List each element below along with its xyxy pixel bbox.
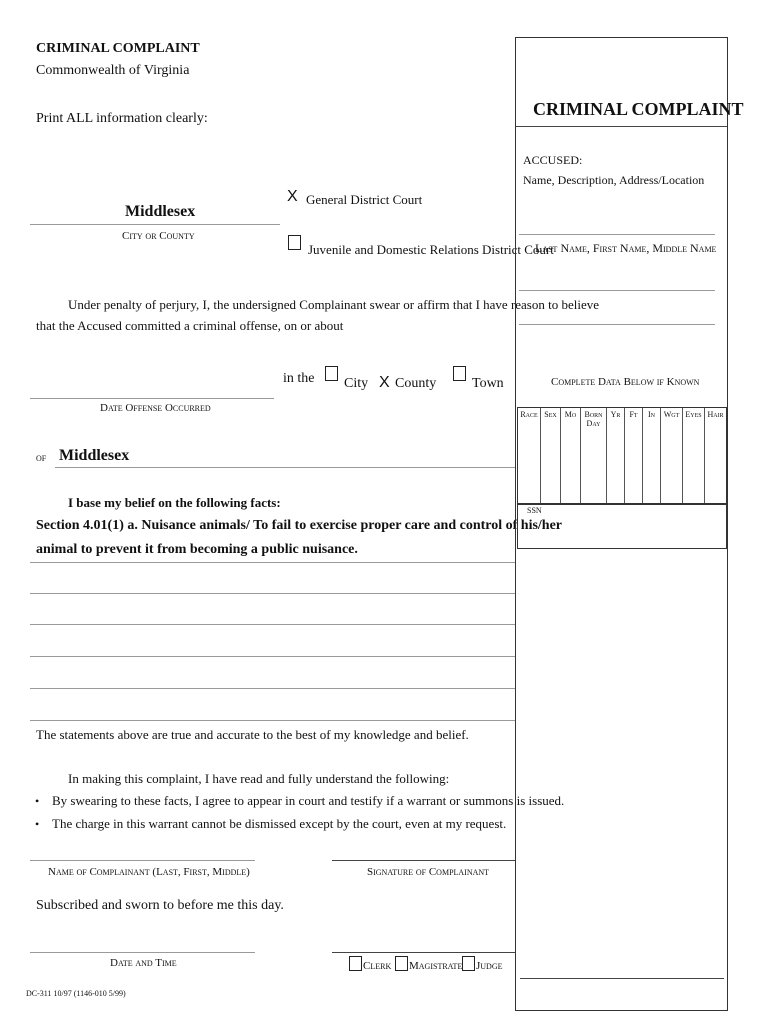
county-mark: X xyxy=(379,374,390,391)
judge-checkbox[interactable] xyxy=(462,956,475,971)
col-race-label: Race xyxy=(520,410,538,419)
officer-signature-line xyxy=(332,952,515,953)
facts-line-2[interactable]: animal to prevent it from becoming a public nuisance. xyxy=(36,542,358,557)
col-eyes[interactable] xyxy=(682,408,704,504)
col-mo[interactable] xyxy=(560,408,580,504)
ssn-label: SSN xyxy=(527,506,542,515)
col-mo-label: Mo xyxy=(564,410,577,419)
city-or-county-line xyxy=(30,224,280,225)
general-district-label: General District Court xyxy=(306,192,423,207)
accused-data-grid xyxy=(517,407,727,505)
city-label: City xyxy=(344,376,369,391)
facts-line-a xyxy=(30,562,515,563)
print-note: Print ALL information clearly: xyxy=(36,111,208,126)
date-time-line xyxy=(30,952,255,953)
signature-line xyxy=(332,860,515,861)
date-offense-line xyxy=(30,398,274,399)
city-or-county-value[interactable]: Middlesex xyxy=(125,203,196,220)
county-label: County xyxy=(395,376,437,391)
form-code: DC-311 10/97 (1146-010 5/99) xyxy=(26,989,126,998)
facts-intro: I base my belief on the following facts: xyxy=(68,495,281,510)
facts-line-e xyxy=(30,688,515,689)
facts-line-d xyxy=(30,656,515,657)
col-wgt-label: Wgt xyxy=(663,410,680,419)
accused-name-line xyxy=(519,234,715,235)
accused-label: ACCUSED: xyxy=(523,153,583,167)
ssn-box[interactable] xyxy=(517,503,727,549)
facts-line-1[interactable]: Section 4.01(1) a. Nuisance animals/ To fail to exercise proper care and control of his/her xyxy=(36,518,563,533)
form-subtitle: Commonwealth of Virginia xyxy=(36,63,190,78)
col-eyes-label: Eyes xyxy=(685,410,702,419)
col-born-label: Born xyxy=(584,410,603,419)
sworn-statement: Subscribed and sworn to before me this day. xyxy=(36,898,284,913)
of-value[interactable]: Middlesex xyxy=(59,447,130,464)
right-panel-title: CRIMINAL COMPLAINT xyxy=(533,99,744,119)
penalty-line-2: that the Accused committed a criminal offense, on or about xyxy=(36,318,344,333)
penalty-line-1: Under penalty of perjury, I, the undersigned Complainant swear or affirm that I have reason to believe xyxy=(68,297,600,312)
general-district-mark: X xyxy=(287,188,298,205)
facts-line-b xyxy=(30,593,515,594)
city-or-county-label: City or County xyxy=(122,230,195,242)
accused-name-label[interactable]: Last Name, First Name, Middle Name xyxy=(535,241,717,255)
accused-description: Name, Description, Address/Location xyxy=(523,173,705,187)
col-wgt[interactable] xyxy=(660,408,682,504)
jdr-checkbox[interactable] xyxy=(288,235,301,250)
bullet-2-dot: • xyxy=(35,817,40,831)
of-line xyxy=(55,467,515,468)
col-born[interactable] xyxy=(580,408,606,504)
magistrate-checkbox[interactable] xyxy=(395,956,408,971)
col-ft[interactable] xyxy=(624,408,642,504)
col-ft-label: Ft xyxy=(629,410,638,419)
right-title-rule xyxy=(516,126,727,127)
city-checkbox[interactable] xyxy=(325,366,338,381)
col-sex-label: Sex xyxy=(544,410,557,419)
in-the-label: in the xyxy=(283,371,315,386)
town-checkbox[interactable] xyxy=(453,366,466,381)
judge-label: Judge xyxy=(476,960,503,972)
form-title: CRIMINAL COMPLAINT xyxy=(36,41,200,56)
of-label: of xyxy=(36,452,47,464)
complete-data-label: Complete Data Below if Known xyxy=(551,376,700,388)
name-of-complainant-label: Name of Complainant (Last, First, Middle) xyxy=(48,866,250,878)
col-sex[interactable] xyxy=(540,408,560,504)
true-statement: The statements above are true and accurate to the best of my knowledge and belief. xyxy=(36,727,469,742)
address-line-1 xyxy=(519,290,715,291)
col-in-label: In xyxy=(648,410,655,419)
col-hair-label: Hair xyxy=(707,410,724,419)
bullet-1-dot: • xyxy=(35,794,40,808)
magistrate-label: Magistrate xyxy=(409,960,463,972)
bullet-1-text: By swearing to these facts, I agree to appear in court and testify if a warrant or summons is issued. xyxy=(52,793,565,808)
understand-statement: In making this complaint, I have read and fully understand the following: xyxy=(68,771,450,786)
facts-line-c xyxy=(30,624,515,625)
date-time-label: Date and Time xyxy=(110,957,177,969)
col-in[interactable] xyxy=(642,408,660,504)
signature-label: Signature of Complainant xyxy=(367,866,490,878)
clerk-checkbox[interactable] xyxy=(349,956,362,971)
facts-line-f xyxy=(30,720,515,721)
right-panel-bottom-rule xyxy=(520,978,724,979)
date-offense-label: Date Offense Occurred xyxy=(100,402,211,414)
town-label: Town xyxy=(472,376,504,391)
col-yr[interactable] xyxy=(606,408,624,504)
col-born-day-label: Day xyxy=(586,419,601,428)
clerk-label: Clerk xyxy=(363,960,392,972)
jdr-label: Juvenile and Domestic Relations District Court xyxy=(308,242,554,257)
col-hair[interactable] xyxy=(704,408,726,504)
col-yr-label: Yr xyxy=(610,410,621,419)
col-race[interactable] xyxy=(518,408,540,504)
bullet-2-text: The charge in this warrant cannot be dismissed except by the court, even at my request. xyxy=(52,816,507,831)
address-line-2 xyxy=(519,324,715,325)
name-line xyxy=(30,860,255,861)
